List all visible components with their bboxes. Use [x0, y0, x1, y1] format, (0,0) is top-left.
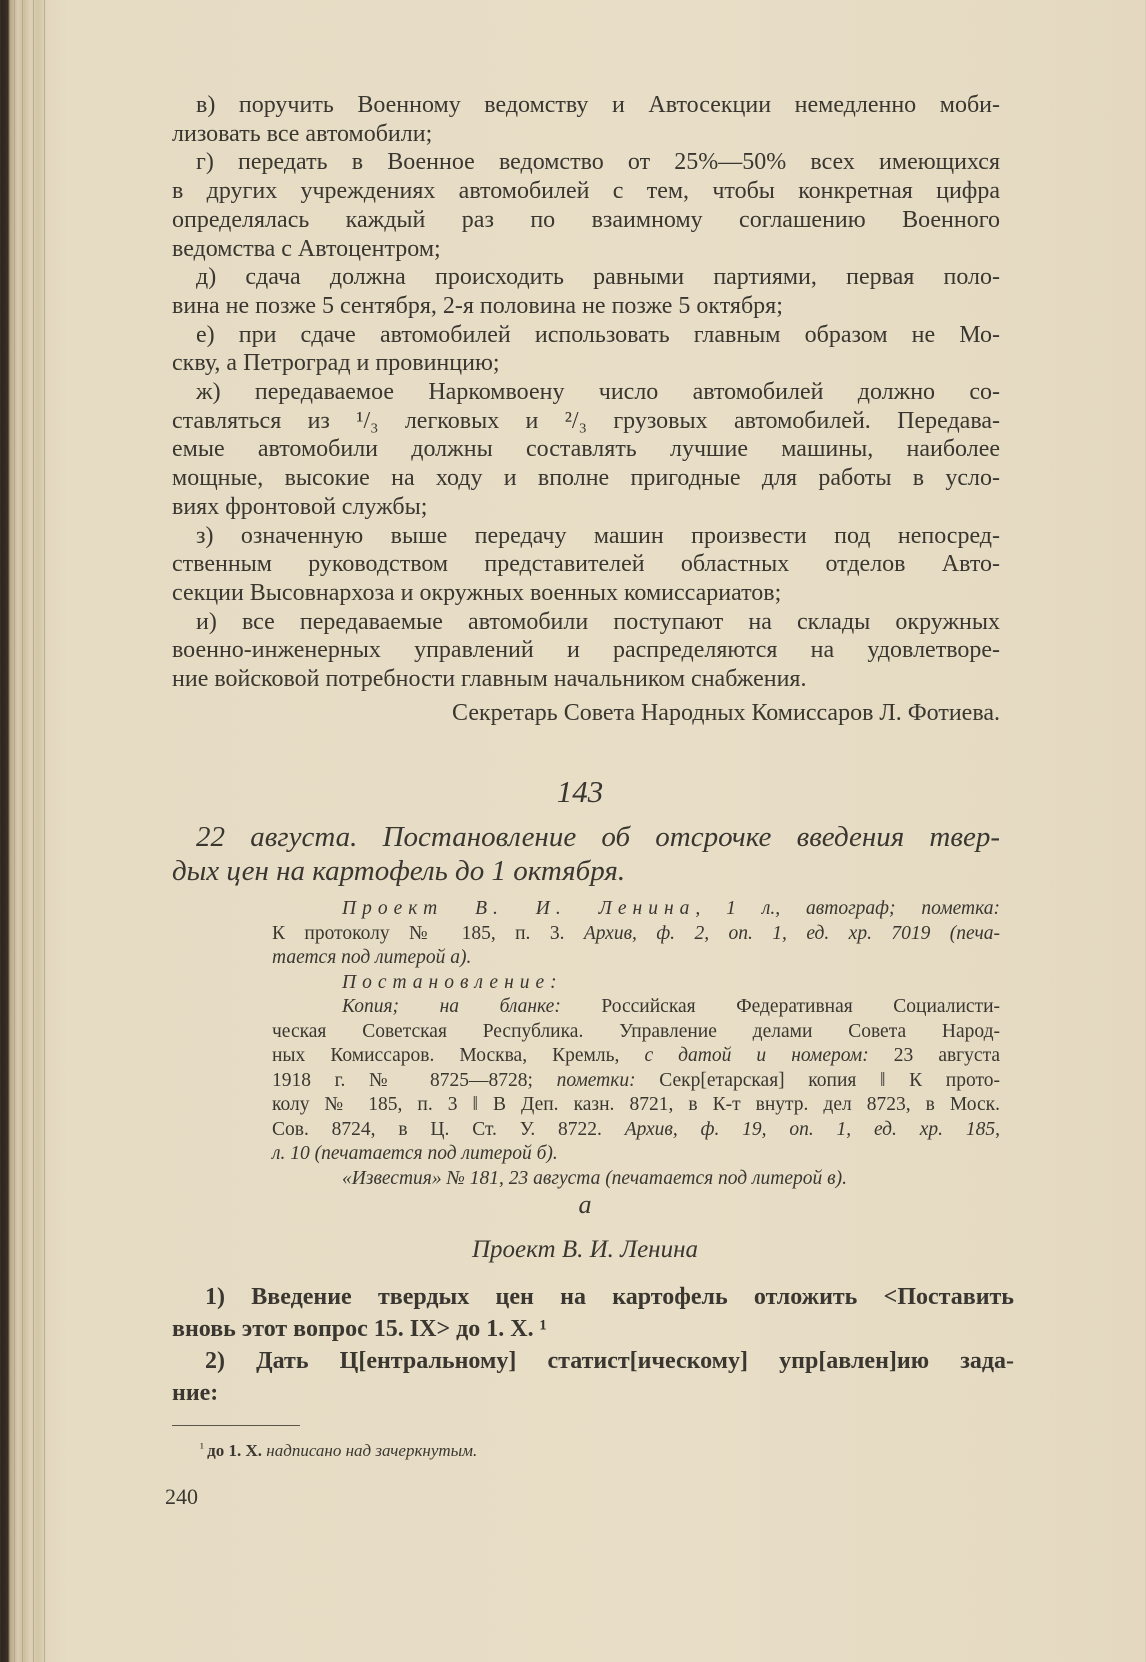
text-line [272, 947, 471, 969]
document-number: 143 [556, 774, 604, 809]
section-letter: а [578, 1190, 592, 1219]
text-line [272, 923, 1000, 945]
footnote-text: надписано над зачеркнутым. [266, 1441, 478, 1460]
text-line: скву, а Петроград и провинцию; [172, 350, 500, 377]
text-segment: Проект В. И. Ленина [342, 898, 696, 919]
text-line: ведомства с Автоцентром; [172, 235, 441, 262]
text-line: виях фронтовой службы; [172, 493, 428, 520]
text-segment: Постановление: [342, 971, 563, 993]
text-line: дых цен на картофель до 1 октября. [172, 855, 626, 887]
text-segment: Секр[етарская] копия ‖ К прото- [659, 1069, 1000, 1091]
text-line: 22 августа. Постановление об отсрочке введения твер- [196, 821, 1000, 853]
text-line: ственным руководством представителей областных отделов Авто- [172, 551, 1000, 578]
text-segment: , 1 л., автограф; пометка: [695, 898, 1000, 919]
page-edge [44, 0, 45, 1662]
footnote-marker: ¹ [200, 1440, 208, 1455]
text-line [272, 1094, 1000, 1116]
text-line: д) сдача должна происходить равными партиями, первая поло- [196, 264, 1000, 291]
footnote-divider [172, 1425, 300, 1426]
text-line: ние: [172, 1380, 219, 1406]
footnote [200, 1440, 477, 1461]
text-line: определялась каждый раз по взаимному соглашению Военного [172, 206, 1000, 233]
text-segment: Российская Федеративная Социалисти- [601, 996, 1000, 1017]
text-line: ставляться из ¹/₃ легковых и ²/₃ грузовых автомобилей. Передава- [172, 407, 1000, 434]
text-segment: Сов. 8724, в Ц. Ст. У. 8722. [272, 1118, 625, 1140]
text-segment: ческая Советская Республика. Управление делами Совета Народ- [272, 1020, 1000, 1042]
text-segment: ных Комиссаров. Москва, Кремль, [272, 1045, 645, 1066]
text-line: 2) Дать Ц[ентральному] статист[ическому] упр[авлен]ию зада- [205, 1348, 1014, 1374]
text-segment: Архив, ф. 19, оп. 1, ед. хр. 185, [624, 1118, 1000, 1140]
page-edge [14, 0, 15, 1662]
text-line: лизовать все автомобили; [172, 120, 433, 147]
page-number: 240 [165, 1484, 198, 1509]
text-line: ние войсковой потребности главным начальником снабжения. [172, 666, 807, 692]
text-line [342, 898, 1000, 920]
text-segment: л. 10 (печатается под литерой б). [272, 1143, 558, 1164]
text-segment: Архив, ф. 2, оп. 1, ед. хр. 7019 (печа- [583, 922, 1000, 944]
text-line: вина не позже 5 сентября, 2-я половина не позже 5 октября; [172, 292, 783, 319]
text-line [272, 1070, 1000, 1092]
page-edge [22, 0, 23, 1662]
text-line [272, 1045, 1000, 1067]
text-segment: с датой и номером: [644, 1045, 894, 1066]
text-line: секции Высовнархоза и окружных военных комиссариатов; [172, 579, 782, 606]
text-line: вновь этот вопрос 15. IX> до 1. X. ¹ [172, 1316, 547, 1342]
text-segment: 23 августа [893, 1045, 1001, 1066]
text-line [342, 996, 1000, 1018]
text-line: в) поручить Военному ведомству и Автосекции немедленно моби- [196, 92, 1000, 118]
text-line: емые автомобили должны составлять лучшие машины, наиболее [172, 436, 1000, 463]
section-subtitle: Проект В. И. Ленина [472, 1236, 698, 1263]
signature: Секретарь Совета Народных Комиссаров Л. Фотиева. [452, 700, 1000, 726]
text-segment: К протоколу № 185, п. 3. [272, 922, 584, 944]
text-line [342, 972, 563, 994]
text-line [342, 1168, 847, 1190]
text-segment: 1918 г. № 8725—8728; [272, 1069, 557, 1091]
text-line: з) означенную выше передачу машин произвести под непосред- [196, 522, 1000, 549]
text-line: ж) передаваемое Наркомвоену число автомобилей должно со- [196, 379, 1000, 405]
text-segment: пометки: [556, 1069, 660, 1091]
text-segment: тается под литерой а). [272, 947, 472, 968]
text-line [272, 1021, 1000, 1043]
page-edge [33, 0, 34, 1662]
text-segment: Копия; на бланке: [342, 996, 602, 1017]
text-line [272, 1143, 558, 1165]
text-line: в других учреждениях автомобилей с тем, чтобы конкретная цифра [172, 178, 1000, 205]
text-segment: колу № 185, п. 3 ‖ В Деп. казн. 8721, в К-т внутр. дел 8723, в Моск. [272, 1094, 1000, 1115]
text-segment: «Известия» № 181, 23 августа (печатается под литерой в). [342, 1167, 847, 1189]
text-line: 1) Введение твердых цен на картофель отложить <Поставить [205, 1284, 1014, 1310]
footnote-ref: до 1. X. [207, 1441, 267, 1460]
text-line: г) передать в Военное ведомство от 25%—50% всех имеющихся [196, 149, 1000, 176]
text-line: военно-инженерных управлений и распределяются на удовлетворе- [172, 637, 1000, 664]
text-line: мощные, высокие на ходу и вполне пригодные для работы в усло- [172, 465, 1000, 492]
text-line: е) при сдаче автомобилей использовать главным образом не Мо- [196, 321, 1000, 348]
text-line [272, 1119, 1000, 1141]
text-line: и) все передаваемые автомобили поступают на склады окружных [196, 608, 1000, 635]
